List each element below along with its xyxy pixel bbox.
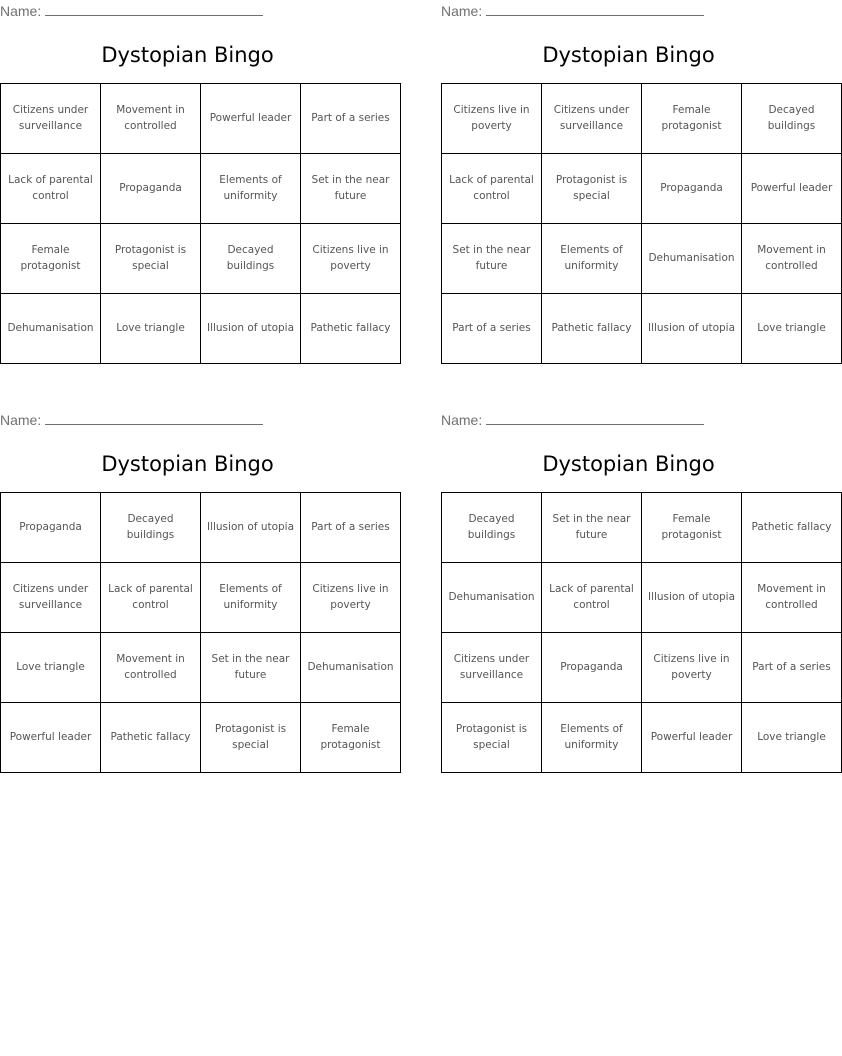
bingo-cell: Movement in controlled xyxy=(742,563,842,633)
bingo-cell: Propaganda xyxy=(1,493,101,563)
grid-row xyxy=(442,154,842,224)
bingo-cell: Illusion of utopia xyxy=(201,493,301,563)
bingo-cell: Love triangle xyxy=(742,703,842,773)
bingo-grid xyxy=(0,83,401,364)
grid-row xyxy=(1,224,401,294)
bingo-cell: Citizens under surveillance xyxy=(1,563,101,633)
bingo-card xyxy=(0,409,394,784)
grid-row xyxy=(1,493,401,563)
bingo-cell: Female protagonist xyxy=(301,703,401,773)
grid-row xyxy=(1,294,401,364)
bingo-cell: Citizens live in poverty xyxy=(442,84,542,154)
bingo-cell: Citizens under surveillance xyxy=(442,633,542,703)
name-field[interactable] xyxy=(0,411,263,429)
bingo-cell: Pathetic fallacy xyxy=(101,703,201,773)
bingo-card xyxy=(441,409,832,784)
bingo-cell: Female protagonist xyxy=(1,224,101,294)
card-title: Dystopian Bingo xyxy=(542,43,715,67)
grid-row xyxy=(442,633,842,703)
grid-row xyxy=(1,703,401,773)
bingo-cell: Elements of uniformity xyxy=(201,154,301,224)
grid-row xyxy=(442,563,842,633)
bingo-cell: Citizens under surveillance xyxy=(542,84,642,154)
grid-row xyxy=(442,703,842,773)
bingo-cell: Pathetic fallacy xyxy=(542,294,642,364)
card-title: Dystopian Bingo xyxy=(101,452,274,476)
bingo-cell: Propaganda xyxy=(642,154,742,224)
name-blank-line[interactable] xyxy=(486,3,704,16)
bingo-cell: Propaganda xyxy=(101,154,201,224)
bingo-cell: Movement in controlled xyxy=(742,224,842,294)
grid-row xyxy=(442,84,842,154)
bingo-grid xyxy=(441,492,842,773)
bingo-cell: Protagonist is special xyxy=(101,224,201,294)
bingo-cell: Illusion of utopia xyxy=(201,294,301,364)
bingo-cell: Set in the near future xyxy=(442,224,542,294)
name-field[interactable] xyxy=(0,2,263,20)
bingo-cell: Dehumanisation xyxy=(301,633,401,703)
bingo-card xyxy=(0,0,391,375)
grid-row xyxy=(1,84,401,154)
grid-row xyxy=(1,633,401,703)
bingo-cell: Protagonist is special xyxy=(542,154,642,224)
bingo-cell: Dehumanisation xyxy=(442,563,542,633)
bingo-cell: Elements of uniformity xyxy=(542,224,642,294)
card-title: Dystopian Bingo xyxy=(542,452,715,476)
bingo-cell: Decayed buildings xyxy=(101,493,201,563)
bingo-cell: Movement in controlled xyxy=(101,84,201,154)
bingo-cell: Lack of parental control xyxy=(1,154,101,224)
grid-row xyxy=(442,493,842,563)
bingo-cell: Citizens under surveillance xyxy=(1,84,101,154)
bingo-cell: Dehumanisation xyxy=(1,294,101,364)
bingo-cell: Powerful leader xyxy=(742,154,842,224)
bingo-cell: Propaganda xyxy=(542,633,642,703)
bingo-card xyxy=(441,0,833,375)
name-blank-line[interactable] xyxy=(486,412,704,425)
bingo-cell: Love triangle xyxy=(742,294,842,364)
card-title: Dystopian Bingo xyxy=(101,43,274,67)
bingo-cell: Citizens live in poverty xyxy=(301,563,401,633)
bingo-cell: Female protagonist xyxy=(642,84,742,154)
name-label: Name: xyxy=(0,412,42,428)
bingo-cell: Protagonist is special xyxy=(442,703,542,773)
bingo-cell: Lack of parental control xyxy=(101,563,201,633)
grid-row xyxy=(442,224,842,294)
bingo-cell: Part of a series xyxy=(442,294,542,364)
bingo-cell: Elements of uniformity xyxy=(542,703,642,773)
bingo-cell: Part of a series xyxy=(301,84,401,154)
bingo-cell: Lack of parental control xyxy=(542,563,642,633)
grid-row xyxy=(1,154,401,224)
name-label: Name: xyxy=(441,3,483,19)
bingo-cell: Elements of uniformity xyxy=(201,563,301,633)
bingo-cell: Decayed buildings xyxy=(742,84,842,154)
bingo-cell: Decayed buildings xyxy=(442,493,542,563)
bingo-grid xyxy=(441,83,842,364)
bingo-cell: Pathetic fallacy xyxy=(301,294,401,364)
bingo-cell: Female protagonist xyxy=(642,493,742,563)
bingo-cell: Decayed buildings xyxy=(201,224,301,294)
bingo-cell: Illusion of utopia xyxy=(642,563,742,633)
bingo-cell: Set in the near future xyxy=(542,493,642,563)
bingo-cell: Lack of parental control xyxy=(442,154,542,224)
bingo-cell: Part of a series xyxy=(742,633,842,703)
grid-row xyxy=(1,563,401,633)
bingo-cell: Citizens live in poverty xyxy=(642,633,742,703)
bingo-cell: Pathetic fallacy xyxy=(742,493,842,563)
bingo-cell: Part of a series xyxy=(301,493,401,563)
name-blank-line[interactable] xyxy=(45,412,263,425)
bingo-cell: Powerful leader xyxy=(642,703,742,773)
bingo-cell: Powerful leader xyxy=(201,84,301,154)
name-field[interactable] xyxy=(441,411,704,429)
bingo-cell: Love triangle xyxy=(101,294,201,364)
grid-row xyxy=(442,294,842,364)
bingo-cell: Set in the near future xyxy=(301,154,401,224)
name-field[interactable] xyxy=(441,2,704,20)
bingo-cell: Movement in controlled xyxy=(101,633,201,703)
bingo-cell: Love triangle xyxy=(1,633,101,703)
bingo-cell: Protagonist is special xyxy=(201,703,301,773)
name-label: Name: xyxy=(0,3,42,19)
bingo-grid xyxy=(0,492,401,773)
name-label: Name: xyxy=(441,412,483,428)
bingo-cell: Citizens live in poverty xyxy=(301,224,401,294)
bingo-cell: Illusion of utopia xyxy=(642,294,742,364)
name-blank-line[interactable] xyxy=(45,3,263,16)
bingo-cell: Set in the near future xyxy=(201,633,301,703)
bingo-cell: Dehumanisation xyxy=(642,224,742,294)
bingo-cell: Powerful leader xyxy=(1,703,101,773)
